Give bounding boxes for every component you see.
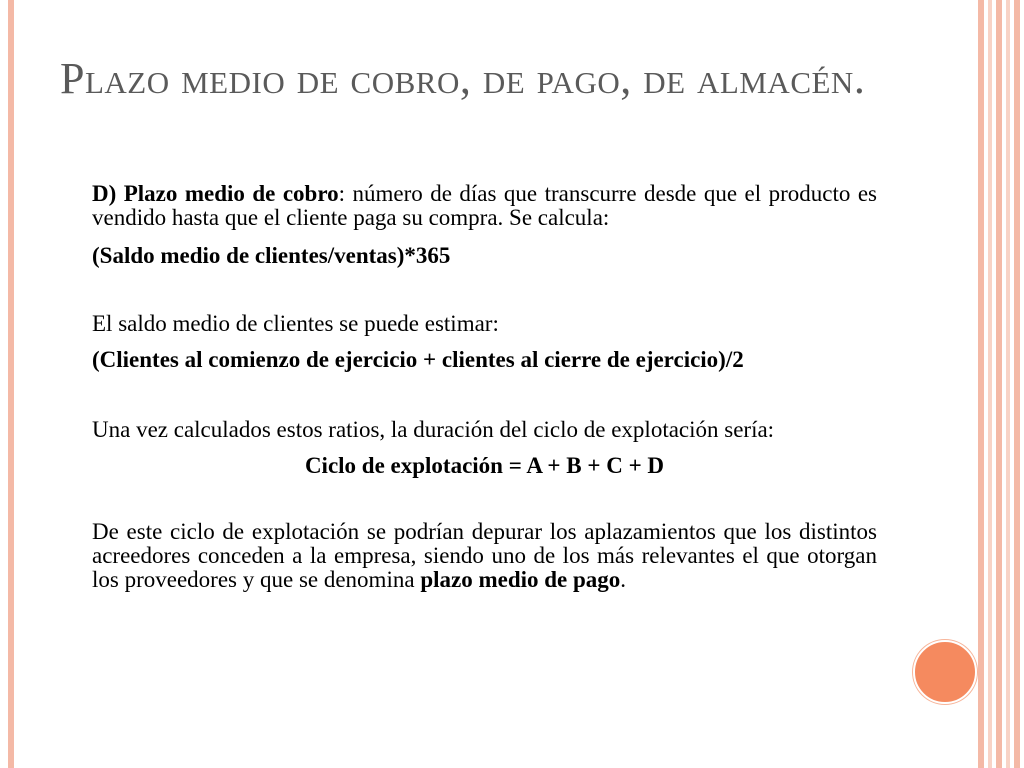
plazo-pago-text: De este ciclo de explotación se podrían depurar los aplazamientos que los distintos acreedores conceden a la empresa, siendo uno de los más relevantes el que otorgan los proveedores y que se denomina	[92, 519, 877, 592]
plazo-pago-end: .	[620, 567, 627, 592]
plazo-pago-term: plazo medio de pago	[420, 567, 621, 592]
paragraph-saldo-medio: El saldo medio de clientes se puede estimar:	[92, 311, 499, 336]
paragraph-definition	[92, 182, 877, 230]
slide-title: Plazo medio de cobro, de pago, de almacén.	[60, 54, 866, 103]
definition-text: : número de días que transcurre desde que el producto es vendido hasta que el cliente paga su compra. Se calcula:	[92, 181, 877, 230]
right-stripe	[988, 0, 992, 768]
left-border-stripe	[8, 0, 14, 768]
formula-ciclo-explotacion: Ciclo de explotación = A + B + C + D	[304, 453, 665, 478]
decorative-circle	[913, 640, 977, 704]
right-stripe	[996, 0, 1002, 768]
formula-plazo-cobro: (Saldo medio de clientes/ventas)*365	[92, 243, 451, 268]
formula-saldo-medio: (Clientes al comienzo de ejercicio + clientes al cierre de ejercicio)/2	[92, 347, 744, 372]
right-stripe	[978, 0, 984, 768]
definition-term: D) Plazo medio de cobro	[92, 181, 339, 206]
paragraph-plazo-pago	[92, 520, 877, 592]
slide-body	[92, 182, 877, 592]
paragraph-ciclo: Una vez calculados estos ratios, la duración del ciclo de explotación sería:	[92, 417, 775, 442]
right-stripe	[1014, 0, 1020, 768]
right-stripe	[1006, 0, 1010, 768]
